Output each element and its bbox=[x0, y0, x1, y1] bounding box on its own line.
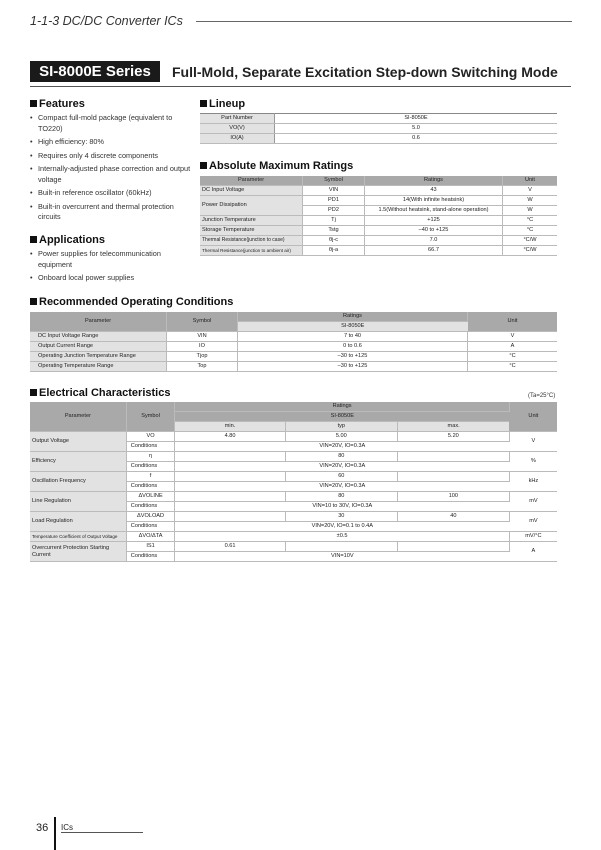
symbol-cell: f bbox=[126, 472, 175, 482]
features-heading bbox=[30, 98, 85, 110]
square-bullet-icon bbox=[200, 162, 207, 169]
unit-cell: °C bbox=[468, 352, 558, 362]
rating-cell: 7.0 bbox=[365, 236, 503, 246]
list-item: • High efficiency: 80% bbox=[30, 137, 192, 148]
rating-cell: –30 to +125 bbox=[238, 362, 468, 372]
symbol-cell: IO bbox=[167, 342, 238, 352]
square-bullet-icon bbox=[30, 100, 37, 107]
ec-heading bbox=[30, 387, 170, 399]
table-row bbox=[30, 542, 557, 552]
title-rule bbox=[30, 86, 571, 87]
param-cell: Load Regulation bbox=[30, 512, 126, 532]
column-header: typ bbox=[285, 422, 397, 432]
applications-list bbox=[30, 249, 192, 287]
symbol-cell: θj-c bbox=[303, 236, 365, 246]
table-row bbox=[30, 492, 557, 502]
conditions-label: Conditions bbox=[126, 522, 175, 532]
table-row bbox=[30, 342, 557, 352]
symbol-cell: VO bbox=[126, 432, 175, 442]
unit-cell: mV/°C bbox=[509, 532, 557, 542]
typ-cell: 60 bbox=[285, 472, 397, 482]
typ-cell: 80 bbox=[285, 492, 397, 502]
section-breadcrumb: 1-1-3 DC/DC Converter ICs bbox=[30, 14, 183, 28]
roc-table bbox=[30, 312, 557, 372]
amr-table bbox=[200, 176, 557, 256]
table-row bbox=[30, 362, 557, 372]
conditions-cell: VIN=10 to 30V, IO=0.3A bbox=[175, 502, 509, 512]
table-row bbox=[30, 332, 557, 342]
param-cell: Operating Junction Temperature Range bbox=[30, 352, 167, 362]
param-cell: Storage Temperature bbox=[200, 226, 303, 236]
lineup-value: 0.6 bbox=[275, 134, 558, 144]
square-bullet-icon bbox=[30, 236, 37, 243]
min-cell: 0.61 bbox=[175, 542, 285, 552]
square-bullet-icon bbox=[30, 389, 37, 396]
symbol-cell: ΔVOLINE bbox=[126, 492, 175, 502]
lineup-label: Part Number bbox=[200, 114, 275, 124]
column-subheader: SI-8050E bbox=[238, 322, 468, 332]
list-item: • Built-in reference oscillator (60kHz) bbox=[30, 188, 192, 199]
column-header: SI-8050E bbox=[175, 412, 509, 422]
conditions-label: Conditions bbox=[126, 482, 175, 492]
symbol-cell: ΔVO/ΔTA bbox=[126, 532, 175, 542]
conditions-cell: VIN=20V, IO=0.3A bbox=[175, 482, 509, 492]
unit-cell: V bbox=[509, 432, 557, 452]
column-header: Unit bbox=[509, 402, 557, 432]
unit-cell: A bbox=[509, 542, 557, 562]
column-header: Symbol bbox=[167, 312, 238, 332]
param-cell: Junction Temperature bbox=[200, 216, 303, 226]
header-rule bbox=[196, 21, 572, 22]
typ-cell: 80 bbox=[285, 452, 397, 462]
unit-cell: W bbox=[503, 196, 558, 206]
conditions-cell: VIN=20V, IO=0.1 to 0.4A bbox=[175, 522, 509, 532]
rating-cell: 0 to 0.6 bbox=[238, 342, 468, 352]
features-heading-text: Features bbox=[39, 98, 85, 110]
table-row bbox=[200, 236, 557, 246]
param-cell: Line Regulation bbox=[30, 492, 126, 512]
column-header: Unit bbox=[503, 176, 558, 186]
unit-cell: °C/W bbox=[503, 246, 558, 256]
ec-heading-text: Electrical Characteristics bbox=[39, 387, 171, 399]
min-cell bbox=[175, 512, 285, 522]
list-item: • Onboard local power supplies bbox=[30, 273, 192, 284]
table-row bbox=[30, 472, 557, 482]
column-header: Parameter bbox=[200, 176, 303, 186]
lineup-table bbox=[200, 113, 557, 144]
conditions-label: Conditions bbox=[126, 462, 175, 472]
conditions-cell: VIN=20V, IO=0.3A bbox=[175, 462, 509, 472]
unit-cell: mV bbox=[509, 492, 557, 512]
column-header: Parameter bbox=[30, 312, 167, 332]
table-header-row bbox=[30, 402, 557, 412]
rating-cell: 66.7 bbox=[365, 246, 503, 256]
max-cell bbox=[397, 452, 509, 462]
lineup-label: IO(A) bbox=[200, 134, 275, 144]
column-header: min. bbox=[175, 422, 285, 432]
page-number: 36 bbox=[36, 822, 49, 834]
typ-cell: ±0.5 bbox=[175, 532, 509, 542]
param-cell: DC Input Voltage Range bbox=[30, 332, 167, 342]
table-row bbox=[200, 186, 557, 196]
param-cell: Thermal Resistance(junction to case) bbox=[200, 236, 303, 246]
unit-cell: % bbox=[509, 452, 557, 472]
min-cell bbox=[175, 492, 285, 502]
param-cell: Operating Temperature Range bbox=[30, 362, 167, 372]
table-row bbox=[200, 124, 557, 134]
unit-cell: A bbox=[468, 342, 558, 352]
table-header-row bbox=[30, 312, 557, 322]
table-row bbox=[200, 196, 557, 206]
table-row bbox=[30, 512, 557, 522]
lineup-value: SI-8050E bbox=[275, 114, 558, 124]
list-item: • Compact full-mold package (equivalent to TO220) bbox=[30, 113, 192, 134]
footer-rule bbox=[61, 832, 143, 833]
unit-cell: V bbox=[468, 332, 558, 342]
symbol-cell: PD1 bbox=[303, 196, 365, 206]
features-list bbox=[30, 113, 192, 226]
amr-heading bbox=[200, 160, 353, 172]
rating-cell: 1.5(Without heatsink, stand-alone operation) bbox=[365, 206, 503, 216]
list-item: • Power supplies for telecommunication equipment bbox=[30, 249, 192, 270]
table-row bbox=[200, 246, 557, 256]
min-cell bbox=[175, 472, 285, 482]
roc-heading-text: Recommended Operating Conditions bbox=[39, 296, 234, 308]
footer-divider bbox=[54, 817, 56, 850]
column-header: Parameter bbox=[30, 402, 126, 432]
applications-heading bbox=[30, 234, 105, 246]
max-cell bbox=[397, 472, 509, 482]
unit-cell: °C bbox=[503, 226, 558, 236]
max-cell: 100 bbox=[397, 492, 509, 502]
param-cell: Efficiency bbox=[30, 452, 126, 472]
table-header-row bbox=[200, 176, 557, 186]
typ-cell: 30 bbox=[285, 512, 397, 522]
table-row bbox=[30, 432, 557, 442]
applications-heading-text: Applications bbox=[39, 234, 106, 246]
symbol-cell: VIN bbox=[303, 186, 365, 196]
column-header: Ratings bbox=[365, 176, 503, 186]
param-cell: Oscillation Frequency bbox=[30, 472, 126, 492]
symbol-cell: IS1 bbox=[126, 542, 175, 552]
param-cell: Output Voltage bbox=[30, 432, 126, 452]
param-cell: DC Input Voltage bbox=[200, 186, 303, 196]
unit-cell: °C bbox=[468, 362, 558, 372]
max-cell: 5.20 bbox=[397, 432, 509, 442]
square-bullet-icon bbox=[30, 298, 37, 305]
symbol-cell: Top bbox=[167, 362, 238, 372]
table-row bbox=[30, 452, 557, 462]
roc-heading bbox=[30, 296, 233, 308]
table-row bbox=[200, 226, 557, 236]
square-bullet-icon bbox=[200, 100, 207, 107]
lineup-heading-text: Lineup bbox=[209, 98, 246, 110]
series-label: SI-8000E Series bbox=[30, 61, 160, 82]
lineup-heading bbox=[200, 98, 245, 110]
typ-cell bbox=[285, 542, 397, 552]
column-header: Ratings bbox=[175, 402, 509, 412]
lineup-value: 5.0 bbox=[275, 124, 558, 134]
typ-cell: 5.00 bbox=[285, 432, 397, 442]
symbol-cell: Tj bbox=[303, 216, 365, 226]
list-item: • Internally-adjusted phase correction and output voltage bbox=[30, 164, 192, 185]
unit-cell: °C bbox=[503, 216, 558, 226]
conditions-cell: VIN=20V, IO=0.3A bbox=[175, 442, 509, 452]
min-cell: 4.80 bbox=[175, 432, 285, 442]
max-cell bbox=[397, 542, 509, 552]
conditions-label: Conditions bbox=[126, 502, 175, 512]
lineup-label: VO(V) bbox=[200, 124, 275, 134]
ec-table bbox=[30, 402, 557, 562]
param-cell: Overcurrent Protection Starting Current bbox=[30, 542, 126, 562]
rating-cell: +125 bbox=[365, 216, 503, 226]
symbol-cell: θj-a bbox=[303, 246, 365, 256]
symbol-cell: VIN bbox=[167, 332, 238, 342]
rating-cell: –40 to +125 bbox=[365, 226, 503, 236]
column-header: Ratings bbox=[238, 312, 468, 322]
param-cell: Temperature Coefficient of Output Voltage bbox=[30, 532, 126, 542]
symbol-cell: η bbox=[126, 452, 175, 462]
table-row bbox=[200, 216, 557, 226]
amr-heading-text: Absolute Maximum Ratings bbox=[209, 160, 354, 172]
rating-cell: 14(With infinite heatsink) bbox=[365, 196, 503, 206]
unit-cell: kHz bbox=[509, 472, 557, 492]
table-row bbox=[200, 114, 557, 124]
unit-cell: V bbox=[503, 186, 558, 196]
symbol-cell: Tstg bbox=[303, 226, 365, 236]
param-cell: Output Current Range bbox=[30, 342, 167, 352]
temperature-note: (Ta=25°C) bbox=[528, 393, 556, 399]
symbol-cell: Tjop bbox=[167, 352, 238, 362]
column-header: Symbol bbox=[126, 402, 175, 432]
symbol-cell: PD2 bbox=[303, 206, 365, 216]
list-item: • Built-in overcurrent and thermal protection circuits bbox=[30, 202, 192, 223]
param-cell: Thermal Resistance(junction to ambient air) bbox=[200, 246, 303, 256]
conditions-label: Conditions bbox=[126, 442, 175, 452]
table-row bbox=[30, 352, 557, 362]
param-cell: Power Dissipation bbox=[200, 196, 303, 216]
column-header: Symbol bbox=[303, 176, 365, 186]
column-header: max. bbox=[397, 422, 509, 432]
conditions-label: Conditions bbox=[126, 552, 175, 562]
symbol-cell: ΔVOLOAD bbox=[126, 512, 175, 522]
rating-cell: –30 to +125 bbox=[238, 352, 468, 362]
table-row bbox=[200, 134, 557, 144]
max-cell: 40 bbox=[397, 512, 509, 522]
unit-cell: mV bbox=[509, 512, 557, 532]
rating-cell: 7 to 40 bbox=[238, 332, 468, 342]
page-title: Full-Mold, Separate Excitation Step-down Switching Mode bbox=[172, 64, 558, 80]
table-row bbox=[30, 532, 557, 542]
rating-cell: 43 bbox=[365, 186, 503, 196]
unit-cell: °C/W bbox=[503, 236, 558, 246]
conditions-cell: VIN=10V bbox=[175, 552, 509, 562]
footer-label: ICs bbox=[61, 823, 73, 832]
unit-cell: W bbox=[503, 206, 558, 216]
column-header: Unit bbox=[468, 312, 558, 332]
list-item: • Requires only 4 discrete components bbox=[30, 151, 192, 162]
min-cell bbox=[175, 452, 285, 462]
